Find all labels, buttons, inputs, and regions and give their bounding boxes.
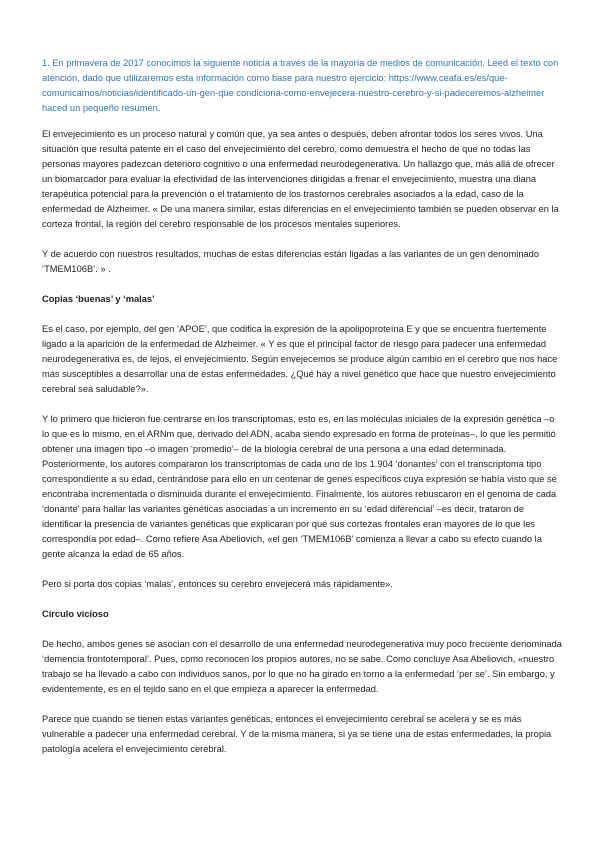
paragraph-2: Y de acuerdo con nuestros resultados, muchas de estas diferencias están ligadas a las variantes de un gen denominado ‘TMEM106B’. » .	[42, 249, 540, 274]
paragraph-7: Parece que cuando se tienen estas variantes genéticas, entonces el envejecimiento cerebral se acelera y se es más vulnerable a padecer una enfermedad cerebral. Y de la misma manera, si ya se tiene una de estas enfermedades, la propia patología acelera el envejecimiento cerebral.	[42, 714, 552, 754]
heading-copias: Copias ‘buenas’ y ‘malas’	[42, 294, 155, 304]
paragraph-3: Es el caso, por ejemplo, del gen ‘APOE’, que codifica la expresión de la apolipoproteína E y que se encuentra fuertemente ligado a la aparición de la enfermedad de Alzheimer. « Y es que el principal factor de riesgo para padecer una enfermedad neurodegenerativa es, de lejos, el envejecimiento. Según envejecemos se produce algún cambio en el cerebro que nos hace más susceptibles a desarrollar una de estas enfermedades. ¿Qué hay a nivel genético que hace que nuestro envejecimiento cerebral sea saludable?».	[42, 324, 558, 394]
heading-circulo: Círculo vicioso	[42, 609, 109, 619]
paragraph-5: Pero si porta dos copias ‘malas’, entonces su cerebro envejecerá más rápidamente».	[42, 579, 393, 589]
intro-question: 1. En primavera de 2017 conocimos la siguiente noticia a través de la mayoría de medios de comunicación. Leed el texto con atención, dado que utilizaremos esta información como base para nuestro ejercicio: https://www.ceafa.es/es/que-comunicamos/noticias/identificado-un-gen-que condiciona-como-envejecera-nuestro-cerebro-y-si-padeceremos-alzheimer haced un pequeño resumen.	[42, 58, 559, 113]
paragraph-1: El envejecimiento es un proceso natural y común que, ya sea antes o después, deben afrontar todos los seres vivos. Una situación que resulta patente en el caso del envejecimiento del cerebro, como demuestra el hecho de que no todas las personas mayores padezcan deterioro cognitivo o una enfermedad neurodegenerativa. Un hallazgo que, más allá de ofrecer un biomarcador para evaluar la efectividad de las intervenciones dirigidas a frenar el envejecimiento, muestra una diana terapéutica potencial para la prevención o el tratamiento de los trastornos cerebrales asociados a la edad, caso de la enfermedad de Alzheimer. « De una manera similar, estas diferencias en el envejecimiento también se pueden observar en la corteza frontal, la región del cerebro responsable de los procesos mentales superiores.	[42, 129, 559, 229]
paragraph-4: Y lo primero que hicieron fue centrarse en los transcriptomas, esto es, en las moléculas iniciales de la expresión genética –o lo que es lo mismo, en el ARNm que, derivado del ADN, acaba siendo expresado en forma de proteínas–, lo que les permitió obtener una imagen tipo –o imagen ‘promedio’– de la biología cerebral de una persona a una edad determinada. Posteriormente, los autores compararon los transcriptomas de cada uno de los 1.904 ‘donantes’ con el transcriptoma tipo correspondiente a su edad, centrándose para ello en un centenar de genes específicos cuya expresión se había visto que se encontraba incrementada o disminuida durante el envejecimiento. Finalmente, los autores rebuscaron en el genoma de cada ‘donante’ para hallar las variantes genéticas asociadas a un incremento en su ‘edad diferencial’ –es decir, trataron de identificar la presencia de variantes genéticas que explicaran por qué sus cortezas frontales eran mayores de lo que les correspondía por edad–. Como refiere Asa Abeliovich, «el gen ‘TMEM106B’ comienza a llevar a cabo su efecto cuando la gente alcanza la edad de 65 años.	[42, 414, 557, 559]
paragraph-6: De hecho, ambos genes se asocian con el desarrollo de una enfermedad neurodegenerativa muy poco frecuente denominada ‘demencia frontotemporal’. Pues, como reconocen los propios autores, no se sabe. Como concluye Asa Abeliovich, «nuestro trabajo se ha llevado a cabo con individuos sanos, por lo que no ha girado en torno a la enfermedad ‘per se’. Sin embargo, y evidentemente, es en el tejido sano en el que empieza a aparecer la enfermedad.	[42, 639, 562, 694]
